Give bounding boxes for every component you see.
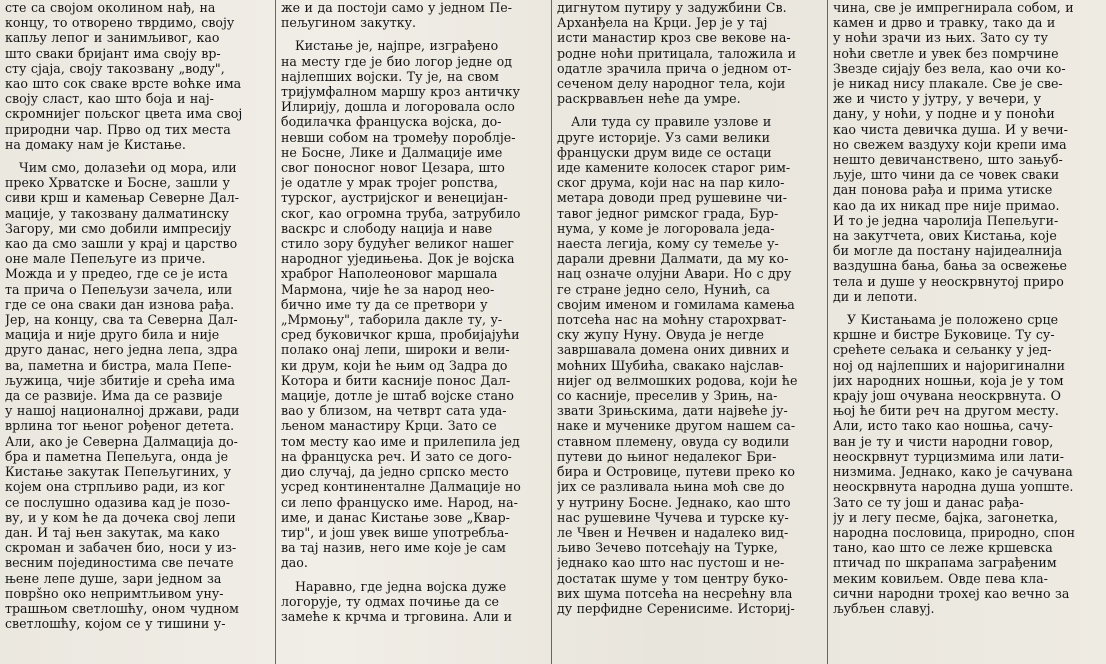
text-line: сеченом делу народног тела, који <box>557 76 786 92</box>
text-line: дарали древни Далмати, да му ко- <box>557 251 789 267</box>
text-line: којем она стрпљиво ради, из ког <box>5 479 225 495</box>
text-line: Али, ако је Северна Далмација до- <box>5 433 238 449</box>
text-line: ју и легу песме, бајка, загонетка, <box>833 509 1058 525</box>
text-line: поврšно око непримтљивом уну- <box>5 585 224 601</box>
paragraph <box>557 114 821 616</box>
text-line: иде камените колосек старог рим- <box>557 160 791 176</box>
text-line: тела и душе у неоскрвнутој приро <box>833 273 1064 289</box>
text-line: невши собом на тромеђу пороблje- <box>281 129 516 145</box>
text-line: друге историје. Уз сами велики <box>557 129 771 145</box>
paragraph <box>5 160 269 631</box>
text-line: као чиста девичка душа. И у вечи- <box>833 121 1068 137</box>
text-line: ду перфидне Серенисиме. Историј- <box>557 600 795 616</box>
text-line: И то је једна чаролија Пепељуги- <box>833 212 1059 228</box>
text-line: камен и дрво и травку, тако да и <box>833 15 1056 31</box>
paragraph <box>5 0 269 152</box>
text-line: сиви крш и камењар Северне Дал- <box>5 190 240 206</box>
text-line: би могле да постану најидеалнија <box>833 243 1063 259</box>
paragraph-gap <box>281 30 545 38</box>
text-line: тавог једног римског града, Бур- <box>557 205 779 221</box>
text-line: Кистање је, најпре, изграђено <box>295 38 499 54</box>
text-column-2 <box>279 0 547 664</box>
text-line: Котора и бити касније понос Дал- <box>281 372 511 388</box>
paragraph <box>557 0 821 106</box>
paragraph <box>281 38 545 570</box>
text-line: ву, и у ком ће да дочека свој лепи <box>5 509 236 525</box>
text-line: наке и мученике другом нашем са- <box>557 418 796 434</box>
text-line: светлошћу, којом се у тишини у- <box>5 616 226 632</box>
text-line: у нашој националној држави, ради <box>5 403 240 419</box>
text-line: мације, у такозвану далматинску <box>5 205 229 221</box>
text-line: достатак шуме у том центру буко- <box>557 570 788 586</box>
text-line: нешто девичанствено, што зањуб- <box>833 152 1063 168</box>
text-line: со касније, преселив у Зрињ, на- <box>557 388 778 404</box>
text-line: јих народних ношњи, која је у том <box>833 372 1064 388</box>
text-line: име, и данас Кистање зове „Квар- <box>281 509 510 525</box>
text-line: ског друма, који нас на пар кило- <box>557 175 785 191</box>
text-line: завршавала домена оних дивних и <box>557 342 790 358</box>
text-line: наеста легија, кому су темеље у- <box>557 236 779 252</box>
text-line: свог поносног новог Цезара, што <box>281 160 505 176</box>
text-line: ле Чвен и Нечвен и надалеко вид- <box>557 524 789 540</box>
text-line: као што сок сваке врсте воћке има <box>5 76 242 92</box>
paragraph-gap <box>833 304 1101 312</box>
text-line: кршне и бистре Буковице. Ту су- <box>833 327 1055 343</box>
text-line: путеви до њиног недалеког Бри- <box>557 448 777 464</box>
paragraph <box>833 312 1101 616</box>
text-line: пељугином закутку. <box>281 15 417 31</box>
text-line: на домаку нам је Кистање. <box>5 136 186 152</box>
text-line: том месту као име и прилепила јед <box>281 433 520 449</box>
text-line: бично име ту да се претвори у <box>281 296 488 312</box>
text-line: сред буковичког крша, пробијајући <box>281 327 520 343</box>
text-line: ди и лепоти. <box>833 288 918 304</box>
text-line: крају још очувана неоскрвнута. О <box>833 388 1061 404</box>
text-line: где се она сваки дан изнова рађа. <box>5 296 235 312</box>
text-line: сични народни трохеј као вечно за <box>833 585 1070 601</box>
text-line: ваздушна бања, бања за освежење <box>833 258 1068 274</box>
text-line: У Кистањама је положено срце <box>847 312 1059 328</box>
text-line: метара доводи пред рушевине чи- <box>557 190 788 206</box>
column-rule <box>275 0 276 664</box>
text-line: природни чар. Прво од тих места <box>5 121 231 137</box>
text-line: на француска реч. И зато се дого- <box>281 448 512 464</box>
text-line: ноћи светле и увек без помрчине <box>833 45 1059 61</box>
text-line: бира и Островице, путеви преко ко <box>557 464 796 480</box>
text-line: једнако као што нас пустош и не- <box>557 555 785 571</box>
text-line: дан. И тај њен закутак, ма како <box>5 524 220 540</box>
text-line: ге стране једно село, Нунић, са <box>557 281 771 297</box>
text-line: оне мале Пепељуге из приче. <box>5 251 206 267</box>
text-line: Можда и у предео, где се је иста <box>5 266 228 282</box>
text-line: сте са својом околином нађ, на <box>5 0 216 15</box>
text-line: Кистање закутак Пепељугиних, у <box>5 464 232 480</box>
text-line: одатле зрачила прича о једном от- <box>557 60 792 76</box>
text-line: да се развије. Има да се развије <box>5 388 223 404</box>
text-line: замеће к крчма и трговина. Али и <box>281 608 512 624</box>
text-line: ставном племену, овуда су водили <box>557 433 790 449</box>
text-line: полако онај лепи, широки и вели- <box>281 342 510 358</box>
paragraph-gap <box>5 152 269 160</box>
text-line: дан понова рађа и прима утиске <box>833 182 1053 198</box>
text-line: потсећа нас на моћну старохрват- <box>557 312 787 328</box>
text-line: мације, дотле је штаб војске стано <box>281 388 515 404</box>
text-line: трашњом светлошћу, оном чудном <box>5 600 239 616</box>
text-line: дану, у ноћи, у подне и у поноћи <box>833 106 1055 122</box>
text-line: као да их никад пре није примао. <box>833 197 1060 213</box>
text-line: срећете сељака и сељанку у јед- <box>833 342 1052 358</box>
text-line: ној од најлепших и најоригинални <box>833 357 1066 373</box>
text-line: Јер, на концу, сва та Северна Дал- <box>5 312 238 328</box>
text-line: логорује, ту одмах почиње да се <box>281 593 499 609</box>
text-line: Зато се ту још и данас рађа- <box>833 494 1024 510</box>
text-line: усред континенталне Далмације но <box>281 479 521 495</box>
text-line: Али, исто тако као ношња, сачу- <box>833 418 1053 434</box>
text-line: Арханђела на Крци. Јер је у тај <box>557 15 768 31</box>
text-line: љиво Зечево потсећају на Турке, <box>557 540 778 556</box>
text-line: ску жупу Нуну. Овуда је негде <box>557 327 764 343</box>
text-line: тријумфалном маршу кроз античку <box>281 84 520 100</box>
text-line: ван је ту и чисти народни говор, <box>833 433 1054 449</box>
text-line: врлина тог њеног рођеног детета. <box>5 418 235 434</box>
text-line: звати Зрињскима, дати највеће ју- <box>557 403 788 419</box>
text-line: народног уједињења. Док је војска <box>281 251 515 267</box>
column-rule <box>827 0 828 664</box>
text-line: преко Хрватске и Босне, зашли у <box>5 175 230 191</box>
text-line: тано, као што се леже кршевска <box>833 540 1053 556</box>
text-line: же и чисто у јутру, у вечери, у <box>833 91 1042 107</box>
text-line: концу, то отворено тврдимо, своју <box>5 15 235 31</box>
text-line: низмима. Једнако, како је сачувана <box>833 464 1073 480</box>
paragraph <box>281 579 545 625</box>
text-line: бодилачка француска војска, до- <box>281 114 502 130</box>
text-line: раскрвављен неће да умре. <box>557 91 741 107</box>
text-line: је одатле у мрак тројег ропства, <box>281 175 499 191</box>
text-line: дио случај, да једно српско место <box>281 464 509 480</box>
text-line: Наравно, где једна војска дуже <box>295 578 507 594</box>
text-line: Али туда су правиле узлове и <box>571 114 772 130</box>
column-rule <box>551 0 552 664</box>
text-line: љеном манастиру Крци. Зато се <box>281 418 497 434</box>
text-line: сту сјаја, своју такозвану „воду", <box>5 60 225 76</box>
text-line: ског, као огромна труба, затрубило <box>281 205 521 221</box>
text-line: скроман и забачен био, носи у из- <box>5 540 237 556</box>
text-line: друго данас, него једна лепа, здра <box>5 342 238 358</box>
text-line: дигнутом путиру у задужбини Св. <box>557 0 787 15</box>
text-line: васкрс и слободу нација и наве <box>281 220 493 236</box>
text-line: француски друм виде се остаци <box>557 144 772 160</box>
text-line: својим именом и гомилама камења <box>557 296 795 312</box>
paragraph-gap <box>557 106 821 114</box>
text-line: њој ће бити реч на другом месту. <box>833 403 1059 419</box>
text-line: чина, све је импрегнирала собом, и <box>833 0 1074 15</box>
text-line: своју сласт, као што боја и нај- <box>5 91 214 107</box>
text-line: тир", и још увек више употребља- <box>281 524 509 540</box>
paragraph <box>281 0 545 30</box>
text-line: бра и паметна Пепељуга, онда је <box>5 448 229 464</box>
text-column-3 <box>555 0 823 664</box>
text-line: Загору, ми смо добили импресију <box>5 220 232 236</box>
text-line: ва тај назив, него име које је сам <box>281 540 506 556</box>
text-line: као да смо зашли у крај и царство <box>5 236 238 252</box>
text-line: родне ноћи притицала, таложила и <box>557 45 797 61</box>
text-line: же и да постоји само у једном Пе- <box>281 0 513 15</box>
text-line: вих шума потсећа на несрећну вла <box>557 585 793 601</box>
text-line: си лепо француско име. Народ, на- <box>281 494 518 510</box>
text-line: скромнијег пољског цвета има свој <box>5 106 243 122</box>
paragraph-gap <box>281 571 545 579</box>
text-line: птичад по шкрапама заграђеним <box>833 555 1057 571</box>
text-line: вао у близом, на четврт сата уда- <box>281 403 507 419</box>
text-line: њене лепе душе, зари једном за <box>5 570 222 586</box>
text-line: нума, у коме је логоровала једа- <box>557 220 775 236</box>
text-line: у ноћи зрачи из њих. Зато су ту <box>833 30 1048 46</box>
text-line: народна пословица, природно, спон <box>833 524 1076 540</box>
text-line: Мармона, чије ће за народ нео- <box>281 281 495 297</box>
text-line: исти манастир кроз све векове на- <box>557 30 791 46</box>
text-line: најлепших војски. Ту је, на свом <box>281 68 499 84</box>
text-column-4 <box>831 0 1103 664</box>
text-line: капљу лепог и занимљивог, као <box>5 30 220 46</box>
paragraph <box>833 0 1101 304</box>
text-line: но свежем ваздуху који крепи има <box>833 136 1067 152</box>
text-line: стило зору будућег великог нашег <box>281 236 514 252</box>
text-line: храброг Наполеоновог маршала <box>281 266 498 282</box>
text-line: нас рушевине Чучева и турске ку- <box>557 509 789 525</box>
text-line: неоскрвнута народна душа уопште. <box>833 479 1074 495</box>
text-line: моћних Шубића, свакако најслав- <box>557 357 784 373</box>
text-line: јих се разливала њина моћ све до <box>557 479 785 495</box>
text-line: нијег од велмошких родова, који ће <box>557 372 798 388</box>
text-line: љубљен славуј. <box>833 600 935 616</box>
text-line: „Мрмоњу", таборила дакле ту, у- <box>281 312 503 328</box>
text-line: Чим смо, долазећи од мора, или <box>19 160 237 176</box>
text-line: весним појединостима све печате <box>5 555 234 571</box>
text-line: у нутрину Босне. Једнако, као што <box>557 494 791 510</box>
text-line: дао. <box>281 555 308 571</box>
text-line: што сваки бријант има своју вр- <box>5 45 221 61</box>
text-column-1 <box>3 0 271 664</box>
text-line: не Босне, Лике и Далмације име <box>281 144 503 160</box>
text-line: Звезде сијају без вела, као очи ко- <box>833 60 1066 76</box>
text-line: та прича о Пепељузи зачела, или <box>5 281 233 297</box>
text-line: ки друм, који ће њим од Задра до <box>281 357 508 373</box>
text-line: турског, аустријског и венецијан- <box>281 190 508 206</box>
text-line: се послушно одазива кад је позо- <box>5 494 231 510</box>
text-line: на месту где је био логор једне од <box>281 53 512 69</box>
text-line: нац означе олујни Авари. Но с дру <box>557 266 792 282</box>
text-line: на закутчета, ових Кистања, које <box>833 228 1057 244</box>
text-line: неоскрвнут турцизмима или лати- <box>833 448 1064 464</box>
text-line: меким ковиљем. Овде пева кла- <box>833 570 1048 586</box>
text-line: ва, паметна и бистра, мала Пепе- <box>5 357 232 373</box>
text-line: љужица, чије збитије и срећа има <box>5 372 236 388</box>
text-line: љује, што чини да се човек сваки <box>833 167 1060 183</box>
text-line: Илирију, дошла и логоровала осло <box>281 99 515 115</box>
text-line: мација и није друго била и није <box>5 327 220 343</box>
text-line: је никад нису плакале. Све је све- <box>833 76 1063 92</box>
